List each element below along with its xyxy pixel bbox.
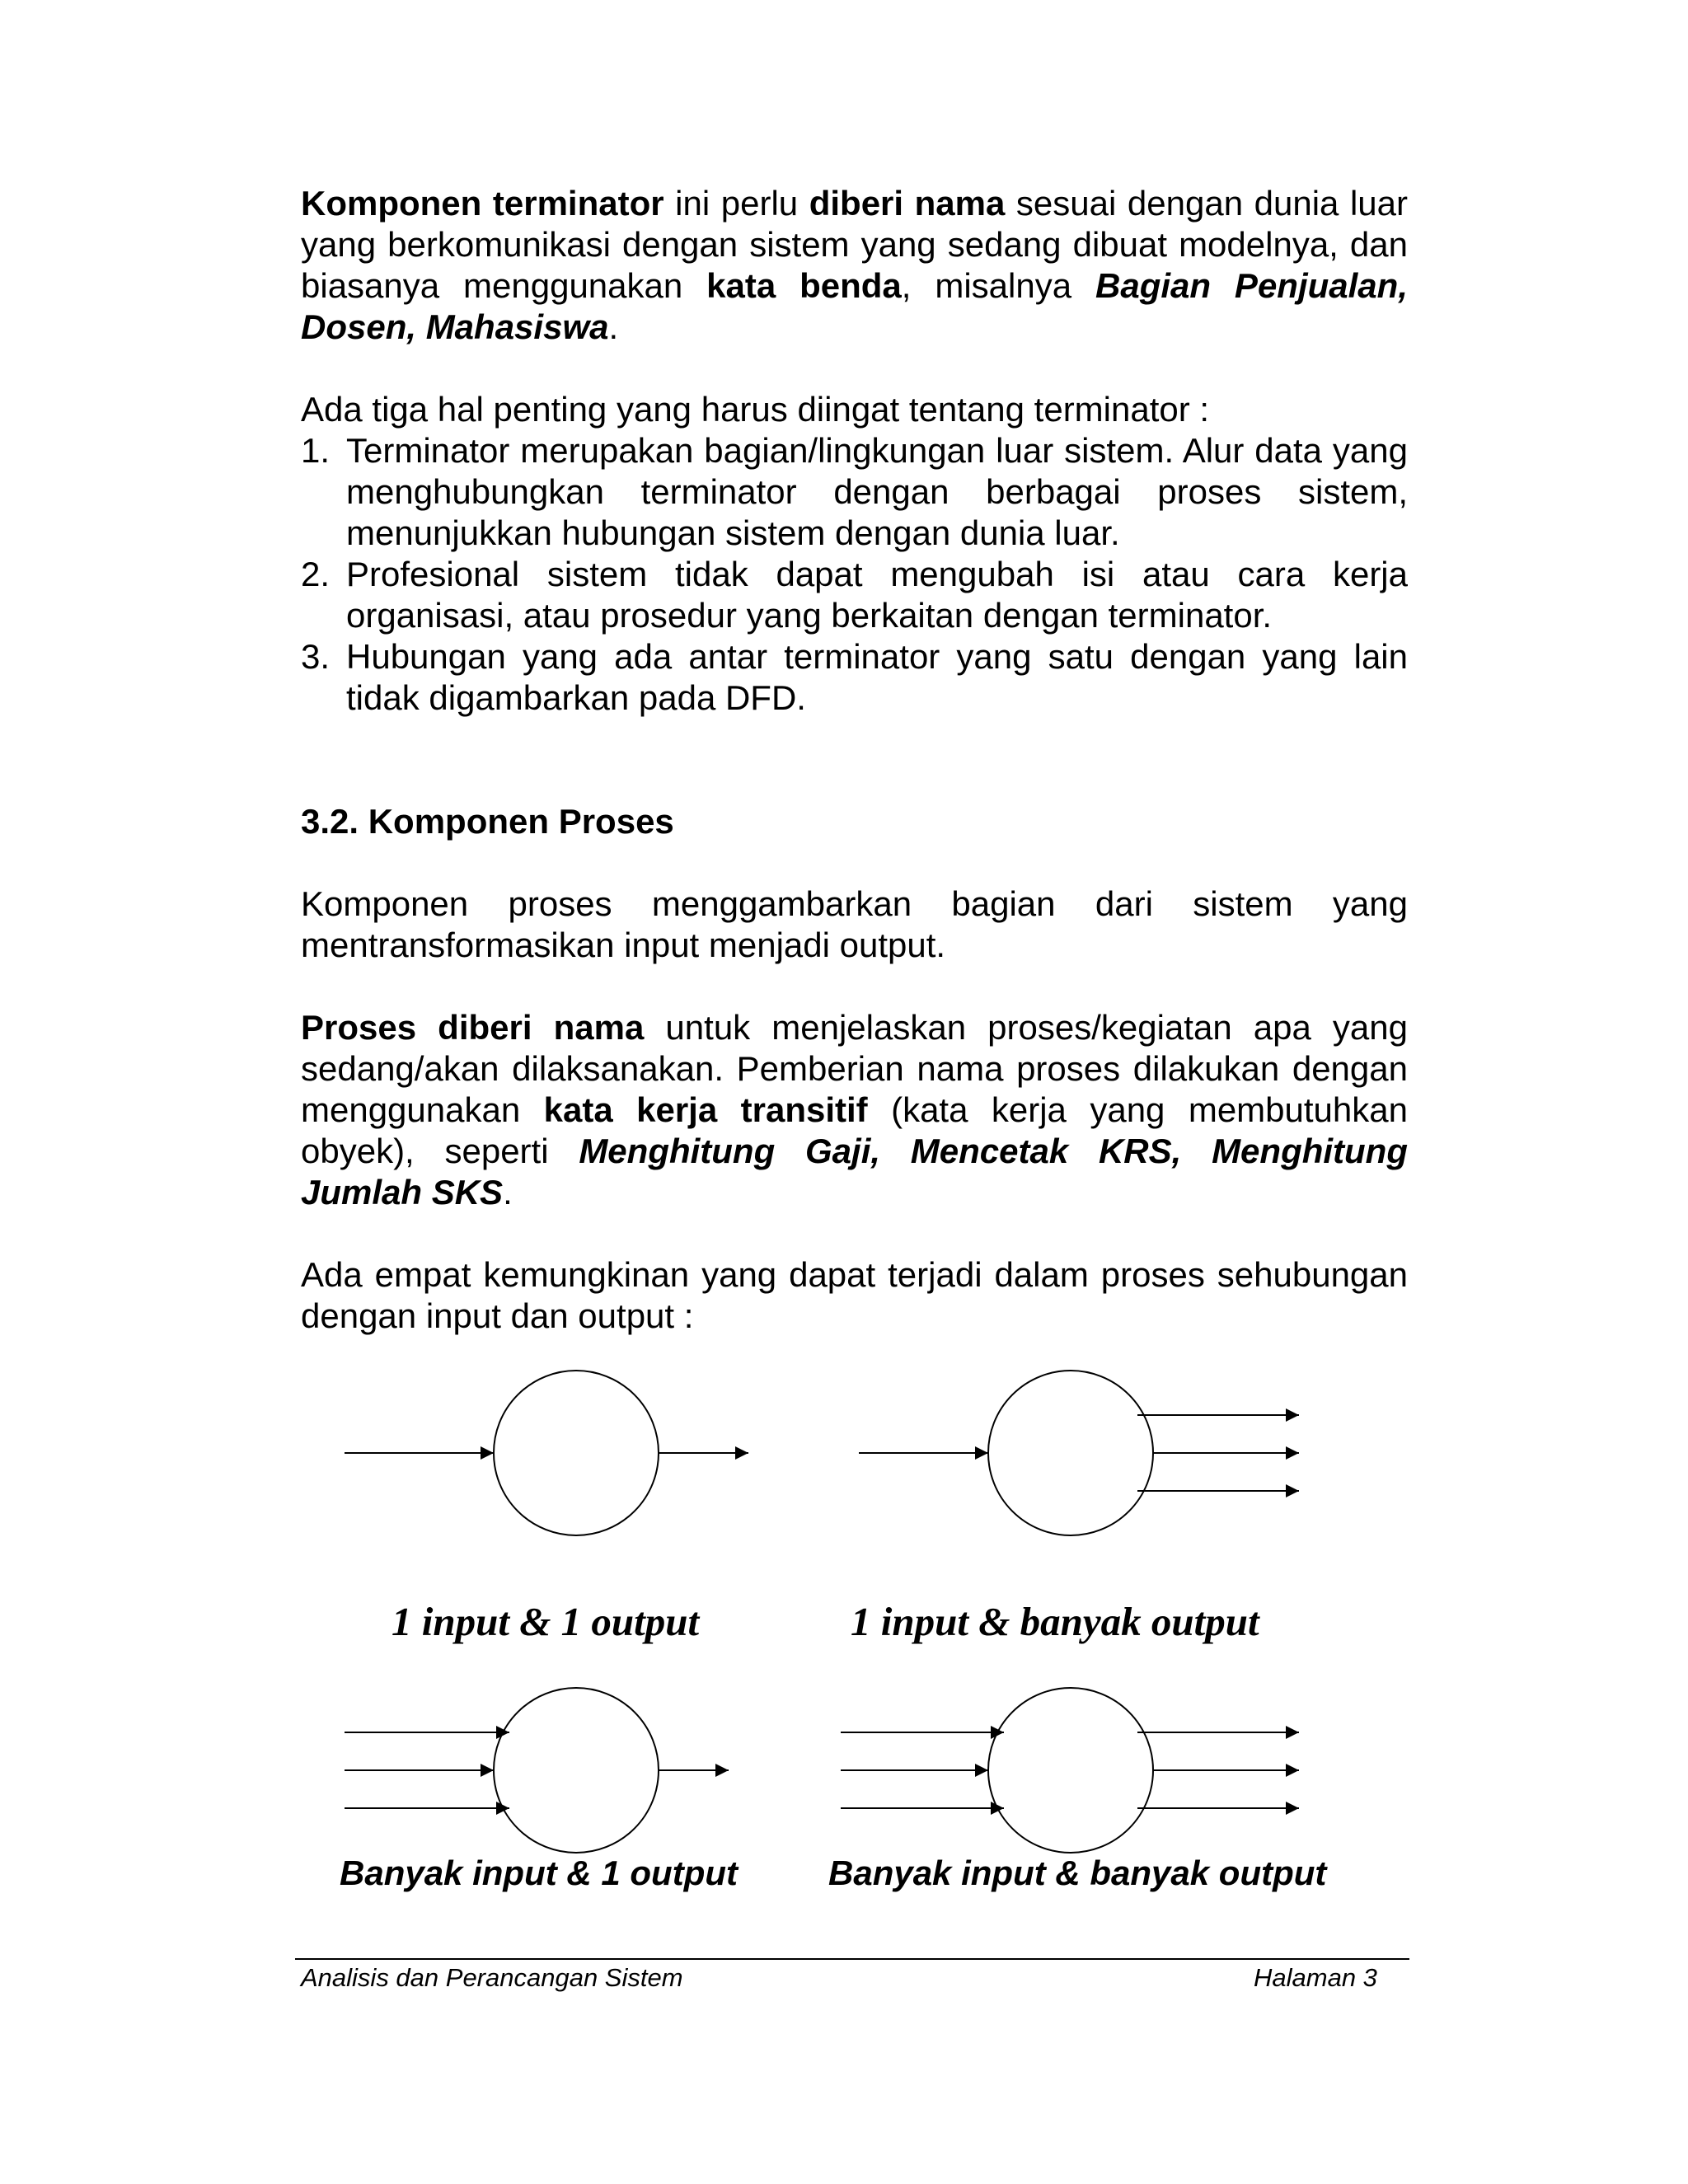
page-number: Halaman 3 [1254, 1963, 1377, 1992]
list-item [301, 430, 1408, 554]
terminator-naming-paragraph [301, 183, 1408, 348]
text-run: . [503, 1173, 513, 1212]
text-run: ini perlu [663, 184, 809, 223]
footer-title: Analisis dan Perancangan Sistem [301, 1963, 683, 1992]
bold-term: Komponen terminator [301, 184, 664, 223]
list-number: 1. [301, 431, 331, 470]
terminator-points-list [301, 430, 1408, 719]
text-run: . [608, 307, 619, 346]
text-run: untuk menjelaskan proses/kegiatan apa yang sedang/akan dilaksanakan. Pemberian nama proses dilakukan dengan menggunakan [301, 1008, 1409, 1129]
diagram-caption: Banyak input & banyak output [828, 1854, 1327, 1892]
bold-term: Proses diberi nama [301, 1008, 645, 1047]
list-text: Hubungan yang ada antar terminator yang satu dengan yang lain tidak digambarkan pada DFD. [346, 637, 1408, 717]
process-circle [988, 1371, 1153, 1535]
process-possibilities-intro: Ada empat kemungkinan yang dapat terjadi dalam proses sehubungan dengan input dan output : [301, 1255, 1408, 1335]
process-definition-paragraph: Komponen proses menggambarkan bagian dari sistem yang mentransformasikan input menjadi output. [301, 884, 1408, 964]
process-circle [988, 1688, 1153, 1853]
footer-divider [295, 1958, 1409, 1960]
text-run: sesuai dengan dunia luar yang berkomunikasi dengan sistem yang sedang dibuat modelnya, dan biasanya menggunakan [301, 184, 1408, 305]
bold-term: kata benda [706, 266, 902, 305]
process-circle [494, 1688, 659, 1853]
list-item [301, 636, 1408, 719]
list-text: Terminator merupakan bagian/lingkungan luar sistem. Alur data yang menghubungkan terminator dengan berbagai proses sistem, menunjukkan hubungan sistem dengan dunia luar. [346, 431, 1408, 552]
list-number: 2. [301, 555, 331, 593]
text-run: (kata kerja yang membutuhkan obyek), seperti [301, 1090, 1408, 1170]
dfd-many-in-one-out [330, 1685, 775, 1875]
diagram-caption: 1 input & 1 output [392, 1599, 700, 1644]
process-naming-paragraph [301, 1007, 1408, 1213]
dfd-one-in-many-out [841, 1368, 1335, 1558]
list-text: Profesional sistem tidak dapat mengubah isi atau cara kerja organisasi, atau prosedur yang berkaitan dengan terminator. [346, 555, 1408, 635]
dfd-one-in-one-out [330, 1368, 775, 1558]
section-heading: 3.2. Komponen Proses [301, 802, 674, 841]
list-item [301, 554, 1408, 636]
diagram-caption: 1 input & banyak output [851, 1599, 1259, 1644]
list-number: 3. [301, 637, 331, 676]
dfd-many-in-many-out [824, 1685, 1335, 1875]
bold-italic-examples: Bagian Penjualan, Dosen, Mahasiswa [301, 266, 1408, 346]
bold-term: kata kerja transitif [543, 1090, 868, 1129]
bold-term: diberi nama [809, 184, 1006, 223]
process-circle [494, 1371, 659, 1535]
terminator-points-intro: Ada tiga hal penting yang harus diingat tentang terminator : [301, 390, 1210, 429]
diagram-caption: Banyak input & 1 output [340, 1854, 738, 1892]
bold-italic-examples: Menghitung Gaji, Mencetak KRS, Menghitung Jumlah SKS [301, 1132, 1408, 1212]
text-run: , misalnya [901, 266, 1095, 305]
